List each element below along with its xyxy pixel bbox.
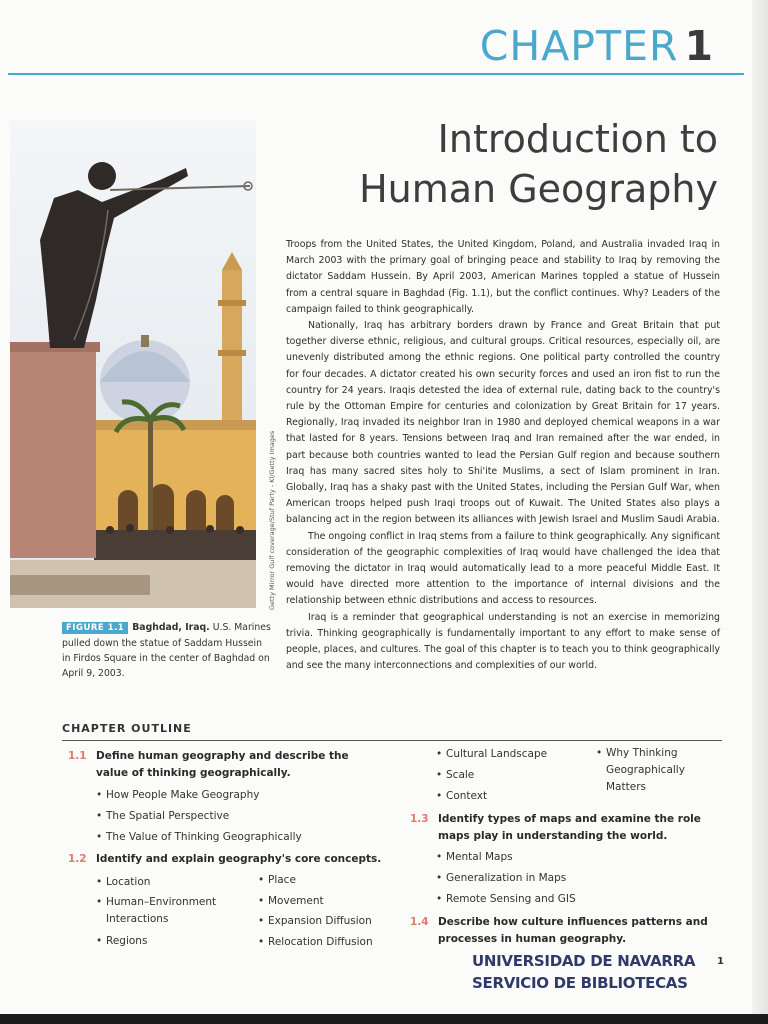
objective-text: Identify types of maps and examine the role maps play in understanding the world.	[438, 813, 701, 842]
objective-number: 1.4	[410, 916, 429, 928]
figure-photo	[10, 120, 256, 608]
list-item: • Why Thinking Geographically Matters	[606, 745, 706, 796]
library-stamp	[472, 950, 695, 994]
chapter-heading	[479, 22, 714, 70]
chapter-word: CHAPTER	[479, 22, 679, 70]
photo-credit: Getty Mirror Gulf coverage/Stuf Party - Kl/Getty Images	[268, 430, 276, 610]
page-number: 1	[717, 956, 724, 967]
stamp-line-2: SERVICIO DE BIBLIOTECAS	[472, 974, 688, 992]
objective-text: Define human geography and describe the value of thinking geographically.	[96, 750, 349, 779]
stamp-line-1: UNIVERSIDAD DE NAVARRA	[472, 952, 696, 970]
paragraph-1: Troops from the United States, the United Kingdom, Poland, and Australia invaded Iraq in March 2003 with the primary goal of bringing peace and stability to Iraq by removing the dictator Saddam Hussein. By April 2003, American Marines toppled a statue of Hussein from a central square in Baghdad (Fig. 1.1), but the conflict continues. Why? Leaders of the campaign failed to think geographically.	[286, 239, 720, 315]
title-line-2: Human Geography	[359, 167, 718, 211]
list-item: • The Value of Thinking Geographically	[106, 829, 302, 846]
figure-caption	[62, 620, 272, 681]
list-item: • Location	[106, 874, 150, 891]
paragraph-4: Iraq is a reminder that geographical understanding is not an exercise in memorizing trivia. Thinking geographically is fundamentally important to any effort to make sense of people, places, and cultures. The goal of this chapter is to teach you to think geographically and see the many interconnections and complexities of our world.	[286, 611, 720, 672]
objective-number: 1.3	[410, 813, 429, 825]
chapter-number: 1	[684, 22, 714, 70]
scan-bottom-edge	[0, 1014, 768, 1024]
objective-number: 1.2	[68, 853, 87, 865]
figure-label: FIGURE 1.1	[62, 622, 128, 634]
figure-title: Baghdad, Iraq.	[132, 622, 210, 633]
scan-edge	[752, 0, 768, 1024]
objective-text: Identify and explain geography's core concepts.	[96, 853, 382, 865]
objective-1-2	[68, 851, 388, 868]
list-item: • Human–Environment Interactions	[106, 894, 246, 928]
list-item: • How People Make Geography	[106, 787, 259, 804]
paragraph-2: Nationally, Iraq has arbitrary borders drawn by France and Great Britain that put together diverse ethnic, religious, and cultural groups. Critical resources, especially oil, are unevenly distributed among the ethnic regions. One political party controlled the country for four decades. A dictator created his own security forces and used an iron fist to run the country for 24 years. Iraqis detested the idea of external rule, dating back to the country's rule by the Ottoman Empire for centuries and colonization by Great Britain for 17 years. Regionally, Iraq invaded its neighbor Iran in 1980 and deployed chemical weapons in a war that lasted for 8 years. Tensions between Iraq and Iran remained after the war ended, in part because both countries wanted to lead the Persian Gulf region and because southern Iraq has many sacred sites holy to Shi'ite Muslims, a sect of Islam prominent in Iran. Globally, Iraq has a shaky past with the United States, including the Persian Gulf War, when American troops helped push Iraqi troops out of Kuwait. The United States also plays a balancing act in the region between its alliances with Jewish Israel and Muslim Saudi Arabia.	[286, 320, 720, 526]
objective-number: 1.1	[68, 750, 87, 762]
list-item: • Cultural Landscape	[446, 746, 547, 763]
list-item: • Place	[268, 872, 296, 889]
figure-text: U.S. Marines pulled down the statue of Saddam Hussein in Firdos Square in the center of Baghdad on April 9, 2003.	[62, 622, 271, 679]
objective-text: Describe how culture influences patterns and processes in human geography.	[438, 916, 708, 945]
outline-heading: CHAPTER OUTLINE	[62, 722, 192, 735]
list-item: • Remote Sensing and GIS	[446, 891, 576, 908]
title-line-1: Introduction to	[437, 117, 718, 161]
list-item: • The Spatial Perspective	[106, 808, 229, 825]
list-item: • Relocation Diffusion	[268, 934, 373, 951]
objective-1-3	[410, 811, 726, 845]
paragraph-3: The ongoing conflict in Iraq stems from a failure to think geographically. Any significant consideration of the geographic complexities of Iraq would have challenged the idea that removing the dictator in Iraq would automatically lead to a more peaceful Middle East. It would have directed more attention to the importance of internal divisions and the relationship between ethnic distributions and access to resources.	[286, 530, 720, 607]
chapter-title	[359, 114, 718, 214]
list-item: • Mental Maps	[446, 849, 513, 866]
list-item: • Scale	[446, 767, 474, 784]
list-item: • Expansion Diffusion	[268, 913, 372, 930]
list-item: • Context	[446, 788, 487, 805]
chapter-rule	[8, 73, 744, 75]
list-item: • Movement	[268, 893, 324, 910]
outline-rule	[62, 740, 722, 741]
objective-1-4	[410, 914, 720, 948]
objective-1-1	[68, 748, 358, 782]
body-text	[286, 237, 720, 674]
list-item: • Regions	[106, 933, 147, 950]
list-item: • Generalization in Maps	[446, 870, 566, 887]
